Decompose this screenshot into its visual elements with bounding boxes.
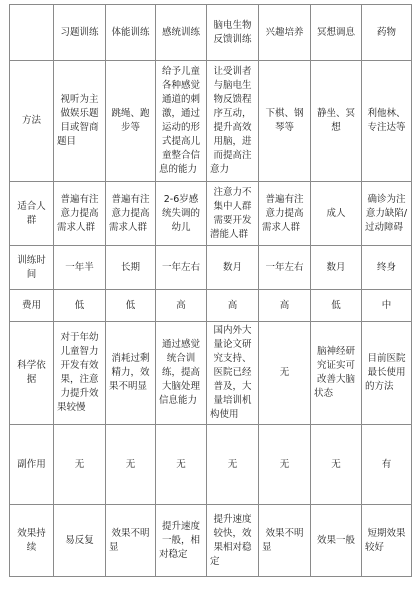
table-cell: 通过感觉统合训练，提高大脑处理信息能力 — [156, 322, 207, 425]
row-label: 科学依据 — [10, 322, 54, 425]
table-cell: 中 — [362, 290, 412, 322]
table-cell: 低 — [106, 290, 156, 322]
row-label: 费用 — [10, 290, 54, 322]
table-cell: 确诊为注意力缺陷/过动障碍 — [362, 182, 412, 246]
header-cell-hobby: 兴趣培养 — [259, 5, 311, 61]
table-cell: 2-6岁感统失调的幼儿 — [156, 182, 207, 246]
table-row — [10, 61, 412, 182]
row-label: 适合人群 — [10, 182, 54, 246]
header-cell-neurofeedback: 脑电生物反馈训练 — [207, 5, 259, 61]
table-cell: 给予儿童各种感觉通道的刺激，通过运动的形式提高儿童整合信息的能力 — [156, 61, 207, 182]
table-row — [10, 246, 412, 290]
table-cell: 跳绳、跑步等 — [106, 61, 156, 182]
table-cell: 高 — [156, 290, 207, 322]
table-cell: 脑神经研究证实可改善大脑状态 — [311, 322, 362, 425]
table-cell: 无 — [259, 425, 311, 505]
table-cell: 长期 — [106, 246, 156, 290]
corner-cell — [10, 5, 54, 61]
table-cell: 低 — [54, 290, 106, 322]
comparison-table — [9, 4, 412, 577]
table-cell: 一年左右 — [156, 246, 207, 290]
table-cell: 效果不明显 — [259, 505, 311, 577]
table-cell: 目前医院最长使用的方法 — [362, 322, 412, 425]
table-cell: 消耗过剩精力，效果不明显 — [106, 322, 156, 425]
row-label: 副作用 — [10, 425, 54, 505]
table-cell: 无 — [54, 425, 106, 505]
table-cell: 数月 — [207, 246, 259, 290]
header-row — [10, 5, 412, 61]
table-cell: 一年左右 — [259, 246, 311, 290]
table-cell: 易反复 — [54, 505, 106, 577]
table-cell: 效果不明显 — [106, 505, 156, 577]
row-label: 方法 — [10, 61, 54, 182]
table-cell: 提升速度一般，相对稳定 — [156, 505, 207, 577]
table-row — [10, 425, 412, 505]
row-label: 效果持续 — [10, 505, 54, 577]
table-row — [10, 182, 412, 246]
table-cell: 无 — [259, 322, 311, 425]
table-row — [10, 505, 412, 577]
header-cell-medication: 药物 — [362, 5, 412, 61]
table-row — [10, 322, 412, 425]
header-cell-exercise: 习题训练 — [54, 5, 106, 61]
table-cell: 高 — [207, 290, 259, 322]
table-cell: 无 — [106, 425, 156, 505]
table-cell: 普遍有注意力提高需求人群 — [259, 182, 311, 246]
table-cell: 无 — [156, 425, 207, 505]
table-cell: 成人 — [311, 182, 362, 246]
table-cell: 静坐、冥想 — [311, 61, 362, 182]
table-cell: 提升速度较快，效果相对稳定 — [207, 505, 259, 577]
table-cell: 低 — [311, 290, 362, 322]
table-cell: 对于年幼儿童智力开发有效果，注意力提升效果较慢 — [54, 322, 106, 425]
header-cell-physical: 体能训练 — [106, 5, 156, 61]
table-cell: 数月 — [311, 246, 362, 290]
table-cell: 无 — [207, 425, 259, 505]
table-cell: 注意力不集中人群需要开发潜能人群 — [207, 182, 259, 246]
table-cell: 普遍有注意力提高需求人群 — [106, 182, 156, 246]
table-cell: 一年半 — [54, 246, 106, 290]
table-cell: 视听为主做娱乐题目或智商题目 — [54, 61, 106, 182]
header-cell-meditation: 冥想调息 — [311, 5, 362, 61]
table-cell: 下棋、钢琴等 — [259, 61, 311, 182]
table-cell: 让受训者与脑电生物反馈程序互动，提升高效用脑，进而提高注意力 — [207, 61, 259, 182]
table-row — [10, 290, 412, 322]
table-cell: 效果一般 — [311, 505, 362, 577]
table-cell: 高 — [259, 290, 311, 322]
table-cell: 终身 — [362, 246, 412, 290]
table-cell: 有 — [362, 425, 412, 505]
row-label: 训练时间 — [10, 246, 54, 290]
table-cell: 无 — [311, 425, 362, 505]
table-cell: 国内外大量论文研究支持、医院已经普及，大量培训机构使用 — [207, 322, 259, 425]
table-cell: 短期效果较好 — [362, 505, 412, 577]
header-cell-sensory: 感统训练 — [156, 5, 207, 61]
table-cell: 普遍有注意力提高需求人群 — [54, 182, 106, 246]
table-cell: 利他林、专注达等 — [362, 61, 412, 182]
comparison-table-container — [9, 4, 412, 577]
